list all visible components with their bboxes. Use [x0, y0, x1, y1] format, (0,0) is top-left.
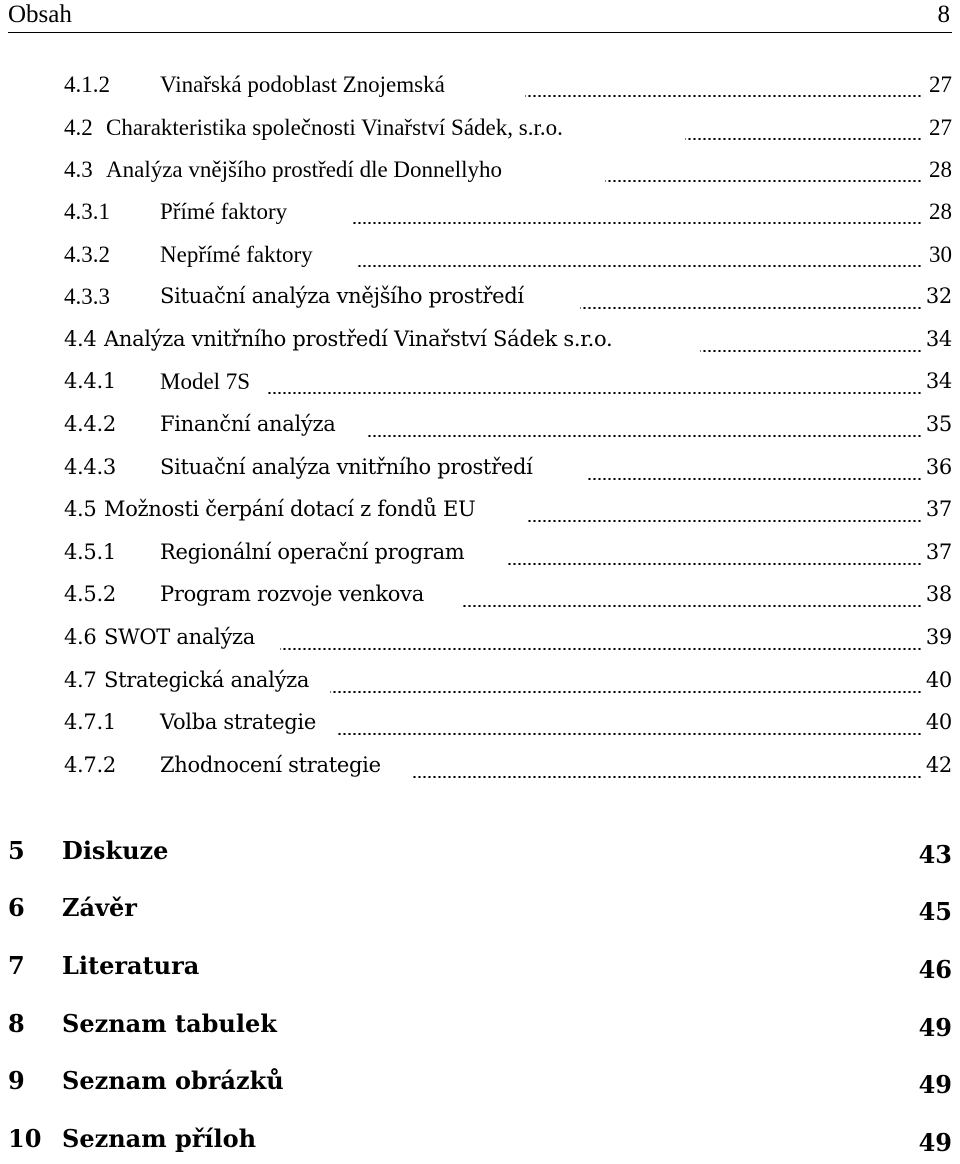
toc-entry-page: 30 [926, 242, 952, 268]
toc-chapter-number: 10 [8, 1124, 42, 1153]
toc-chapter-number: 8 [8, 1009, 25, 1038]
toc-entry[interactable] [0, 412, 960, 452]
toc-entry[interactable] [0, 242, 960, 282]
toc-entry-number: 4.5.2 [64, 582, 116, 606]
toc-entry-number: 4.3.2 [64, 242, 110, 267]
toc-entry-number: 4.1.2 [64, 72, 110, 97]
toc-chapter-page: 49 [918, 1128, 952, 1157]
toc-chapter-label: Diskuze [62, 836, 169, 865]
toc-dot-leader [280, 648, 922, 650]
toc-entry-number: 4.5 [64, 497, 97, 521]
toc-dot-leader [366, 435, 922, 437]
toc-entry-number: 4.2 [64, 115, 93, 140]
toc-entry-page: 28 [926, 157, 952, 183]
toc-dot-leader [462, 605, 922, 607]
toc-entry-label: Možnosti čerpání dotací z fondů EU [104, 497, 478, 521]
toc-dot-leader [412, 776, 922, 778]
toc-entry-number: 4.6 [64, 625, 97, 649]
toc-entry-label: Analýza vnitřního prostředí Vinařství Sádek s.r.o. [104, 327, 615, 351]
toc-chapter-page: 46 [918, 955, 952, 984]
toc-dot-leader [605, 180, 922, 182]
toc-dot-leader [268, 392, 922, 394]
toc-entry[interactable] [0, 710, 960, 750]
toc-entry[interactable] [0, 582, 960, 622]
toc-entry[interactable] [0, 540, 960, 580]
toc-entry-page: 40 [923, 668, 952, 692]
toc-entry[interactable] [0, 668, 960, 708]
toc-entry-label: Program rozvoje venkova [160, 582, 427, 606]
toc-entry[interactable] [0, 327, 960, 367]
toc-chapter-number: 5 [8, 836, 25, 865]
header-title: Obsah [8, 1, 72, 28]
toc-entry-label: Model 7S [160, 369, 253, 395]
toc-chapter-page: 49 [918, 1013, 952, 1042]
toc-dot-leader [508, 563, 922, 565]
toc-entry-page: 27 [926, 72, 952, 98]
toc-chapter[interactable] [0, 893, 960, 933]
toc-entry[interactable] [0, 497, 960, 537]
toc-entry-number: 4.4.1 [64, 369, 116, 393]
toc-chapter-number: 9 [8, 1066, 25, 1095]
toc-entry-page: 34 [923, 369, 952, 393]
toc-entry-page: 40 [923, 710, 952, 734]
toc-entry-label: Strategická analýza [104, 668, 312, 692]
toc-entry-page: 38 [923, 582, 952, 606]
toc-dot-leader [338, 733, 922, 735]
toc-entry-label: Přímé faktory [160, 199, 290, 225]
toc-entry-number: 4.4.3 [64, 455, 116, 479]
toc-entry-page: 37 [923, 540, 952, 564]
toc-dot-leader [330, 691, 922, 693]
toc-chapter-label: Seznam obrázků [62, 1066, 284, 1095]
toc-entry[interactable] [0, 284, 960, 324]
toc-entry-label: Finanční analýza [160, 412, 338, 436]
toc-chapter[interactable] [0, 836, 960, 876]
toc-chapter-label: Závěr [62, 893, 137, 922]
toc-entry-label: Charakteristika společnosti Vinařství Sádek, s.r.o. [106, 115, 566, 141]
toc-entry-page: 32 [923, 284, 952, 308]
toc-entry-label: Situační analýza vnějšího prostředí [160, 284, 527, 308]
toc-dot-leader [528, 520, 922, 522]
toc-entry[interactable] [0, 199, 960, 239]
toc-entry-page: 27 [926, 115, 952, 141]
toc-dot-leader [700, 350, 922, 352]
toc-entry-page: 37 [923, 497, 952, 521]
toc-entry-label: Analýza vnějšího prostředí dle Donnellyho [106, 157, 505, 183]
toc-chapter-page: 43 [918, 840, 952, 869]
toc-entry-page: 34 [923, 327, 952, 351]
toc-entry-label: Vinařská podoblast Znojemská [160, 72, 448, 98]
toc-entry-number: 4.7 [64, 668, 97, 692]
toc-chapter[interactable] [0, 1009, 960, 1049]
toc-entry-number: 4.5.1 [64, 540, 116, 564]
toc-entry-number: 4.3.1 [64, 199, 110, 224]
toc-entry-page: 39 [923, 625, 952, 649]
toc-chapter-number: 7 [8, 951, 25, 980]
toc-entry-page: 36 [923, 455, 952, 479]
header-page-number: 8 [937, 1, 950, 28]
toc-dot-leader [525, 95, 922, 97]
toc-chapter[interactable] [0, 951, 960, 991]
toc-chapter[interactable] [0, 1124, 960, 1164]
toc-entry-number: 4.3 [64, 157, 93, 182]
toc-dot-leader [352, 222, 922, 224]
toc-entry[interactable] [0, 753, 960, 793]
toc-entry-page: 28 [926, 199, 952, 225]
toc-dot-leader [356, 265, 922, 267]
toc-entry-number: 4.3.3 [64, 284, 110, 309]
toc-chapter-label: Seznam příloh [62, 1124, 257, 1153]
toc-chapter-label: Seznam tabulek [62, 1009, 277, 1038]
toc-chapter-label: Literatura [62, 951, 200, 980]
toc-entry-label: SWOT analýza [104, 625, 258, 649]
toc-entry[interactable] [0, 72, 960, 112]
toc-entry[interactable] [0, 115, 960, 155]
toc-entry[interactable] [0, 625, 960, 665]
toc-entry[interactable] [0, 455, 960, 495]
toc-dot-leader [685, 138, 922, 140]
toc-entry-label: Regionální operační program [160, 540, 467, 564]
toc-chapter-number: 6 [8, 893, 25, 922]
toc-entry-page: 42 [923, 753, 952, 777]
toc-entry-number: 4.4 [64, 327, 97, 351]
toc-entry-label: Situační analýza vnitřního prostředí [160, 455, 536, 479]
toc-entry-number: 4.7.2 [64, 753, 116, 777]
toc-entry-number: 4.7.1 [64, 710, 116, 734]
toc-dot-leader [588, 478, 922, 480]
toc-entry-number: 4.4.2 [64, 412, 116, 436]
toc-entry-label: Volba strategie [160, 710, 319, 734]
toc-entry-page: 35 [923, 412, 952, 436]
toc-chapter-page: 45 [918, 897, 952, 926]
toc-entry[interactable] [0, 157, 960, 197]
toc-entry[interactable] [0, 369, 960, 409]
toc-chapter[interactable] [0, 1066, 960, 1106]
toc-entry-label: Zhodnocení strategie [160, 753, 384, 777]
toc-entry-label: Nepřímé faktory [160, 242, 316, 268]
toc-dot-leader [580, 307, 922, 309]
toc-chapter-page: 49 [918, 1070, 952, 1099]
